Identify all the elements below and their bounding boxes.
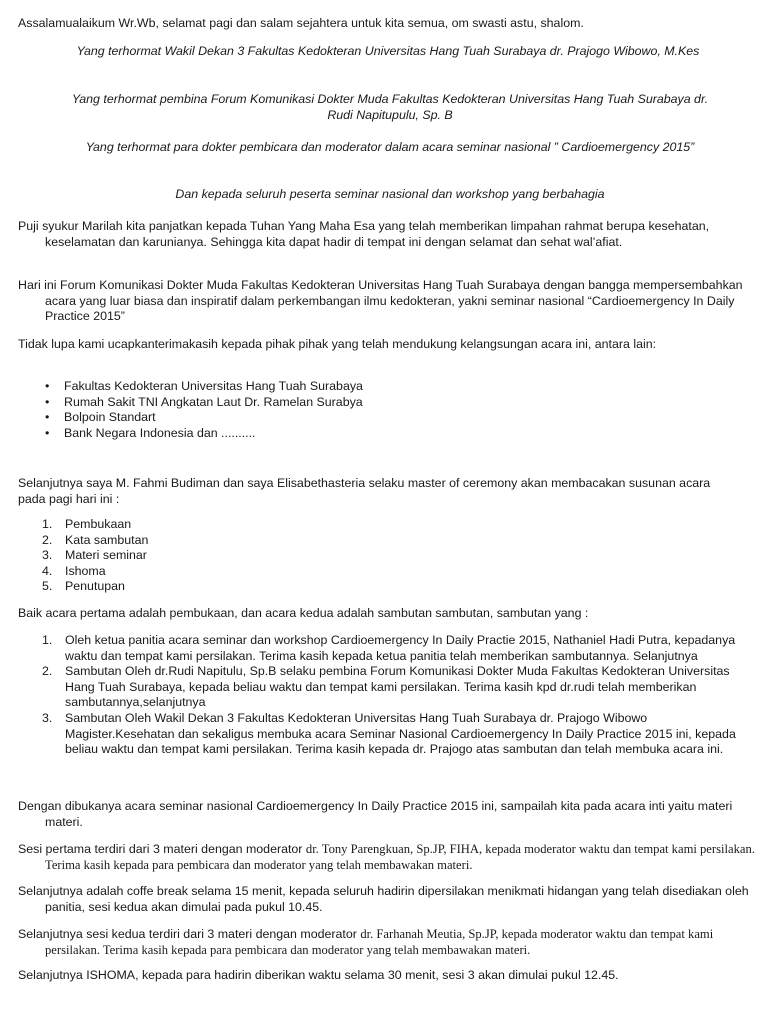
list-item: • Bolpoin Standart (45, 410, 156, 425)
bullet-icon: • (45, 394, 50, 409)
bullet-icon: • (45, 379, 50, 393)
list-item: 5. Penutupan (42, 579, 125, 594)
list-item: 4. Ishoma (42, 563, 106, 578)
paragraph-ishoma: Selanjutnya ISHOMA, kepada para hadirin diberikan waktu selama 30 menit, sesi 3 akan dimulai pukul 12.45. (18, 968, 619, 982)
honorific-pembicara: Yang terhormat para dokter pembicara dan moderator dalam acara seminar nasional ” Cardioemergency 2015” (85, 140, 695, 154)
paragraph-sesi-kedua: Selanjutnya sesi kedua terdiri dari 3 materi dengan moderator dr. Farhanah Meutia, Sp.JP, kepada moderator waktu dan tempat kami persilakan. Terima kasih kepada para pembicara dan moderator yang telah membawakan materi. (18, 927, 714, 957)
honorific-wakil-dekan: Yang terhormat Wakil Dekan 3 Fakultas Kedokteran Universitas Hang Tuah Surabaya dr. Prajogo Wibowo, M.Kes (76, 44, 700, 58)
list-item: • Rumah Sakit TNI Angkatan Laut Dr. Ramelan Surabya (45, 394, 363, 409)
list-item: 1. Pembukaan (42, 517, 132, 531)
paragraph-hari-ini: Hari ini Forum Komunikasi Dokter Muda Fakultas Kedokteran Universitas Hang Tuah Surabaya dengan bangga mempersembahkan acara yang luar biasa dan inspiratif dalam perkembangan ilmu kedokteran, yakni seminar nasional “Cardioemergency In Daily Practice 2015” (18, 278, 743, 324)
list-item: 3. Sambutan Oleh Wakil Dekan 3 Fakultas Kedokteran Universitas Hang Tuah Surabaya dr. Prajogo Wibowo Magister.Kesehatan dan sekaligus membuka acara Seminar Nasional Cardioemergency In Daily Practice 2015 ini, kepada beliau waktu dan tempat kami persilakan. Terima kasih kepada dr. Prajogo atas sambutan dan telah membuka acara ini. (42, 710, 736, 757)
sponsor-list (18, 379, 738, 441)
list-item: 3. Materi seminar (42, 548, 147, 563)
paragraph-mc: Selanjutnya saya M. Fahmi Budiman dan saya Elisabethasteria selaku master of ceremony akan membacakan susunan acara pada pagi hari ini : (18, 476, 711, 506)
honorific-peserta: Dan kepada seluruh peserta seminar nasional dan workshop yang berbahagia (175, 187, 605, 201)
list-item: • Bank Negara Indonesia dan .......... (45, 425, 256, 440)
paragraph-coffee-break: Selanjutnya adalah coffe break selama 15 menit, kepada seluruh hadirin dipersilakan menikmati hidangan yang telah disediakan oleh panitia, sesi kedua akan dimulai pada pukul 10.45. (18, 884, 749, 914)
bullet-icon: • (45, 425, 50, 440)
list-item: 1. Oleh ketua panitia acara seminar dan workshop Cardioemergency In Daily Practie 2015, Nathaniel Hadi Putra, kepadanya waktu dan tempat kami persilakan. Terima kasih kepada ketua panitia telah memberikan sambutannya. Selanjutnya (42, 633, 736, 663)
list-item: 2. Sambutan Oleh dr.Rudi Napitulu, Sp.B selaku pembina Forum Komunikasi Dokter Muda Fakultas Kedokteran Universitas Hang Tuah Surabaya, kepada beliau waktu dan tempat kami persilakan. Terima kasih kpd dr.rudi telah memberikan sambutannya,selanjutnya (42, 664, 730, 710)
paragraph-acara-pertama: Baik acara pertama adalah pembukaan, dan acara kedua adalah sambutan sambutan, sambutan yang : (18, 606, 589, 620)
list-item: 2. Kata sambutan (42, 532, 149, 547)
greeting: Assalamualaikum Wr.Wb, selamat pagi dan salam sejahtera untuk kita semua, om swasti astu, shalom. (18, 16, 584, 30)
paragraph-sesi-pertama: Sesi pertama terdiri dari 3 materi dengan moderator dr. Tony Parengkuan, Sp.JP, FIHA, kepada moderator waktu dan tempat kami persilakan. Terima kasih kepada para pembicara dan moderator yang telah membawakan materi. (18, 842, 755, 872)
bullet-icon: • (45, 410, 50, 425)
sambutan-list (18, 633, 740, 758)
paragraph-terima-kasih: Tidak lupa kami ucapkanterimakasih kepada pihak pihak yang telah mendukung kelangsungan acara ini, antara lain: (18, 337, 657, 351)
paragraph-syukur: Puji syukur Marilah kita panjatkan kepada Tuhan Yang Maha Esa yang telah memberikan limpahan rahmat berupa kesehatan, keselamatan dan karunianya. Sehingga kita dapat hadir di tempat ini dengan selamat dan sehat wal’afiat. (18, 219, 710, 249)
agenda-list (18, 517, 738, 595)
honorific-pembina: Yang terhormat pembina Forum Komunikasi Dokter Muda Fakultas Kedokteran Universitas Hang Tuah Surabaya dr. Rudi Napitupulu, Sp. B (71, 92, 709, 122)
paragraph-dibukanya: Dengan dibukanya acara seminar nasional Cardioemergency In Daily Practice 2015 ini, sampailah kita pada acara inti yaitu materi materi. (18, 799, 733, 829)
list-item: • Fakultas Kedokteran Universitas Hang Tuah Surabaya (45, 379, 363, 393)
